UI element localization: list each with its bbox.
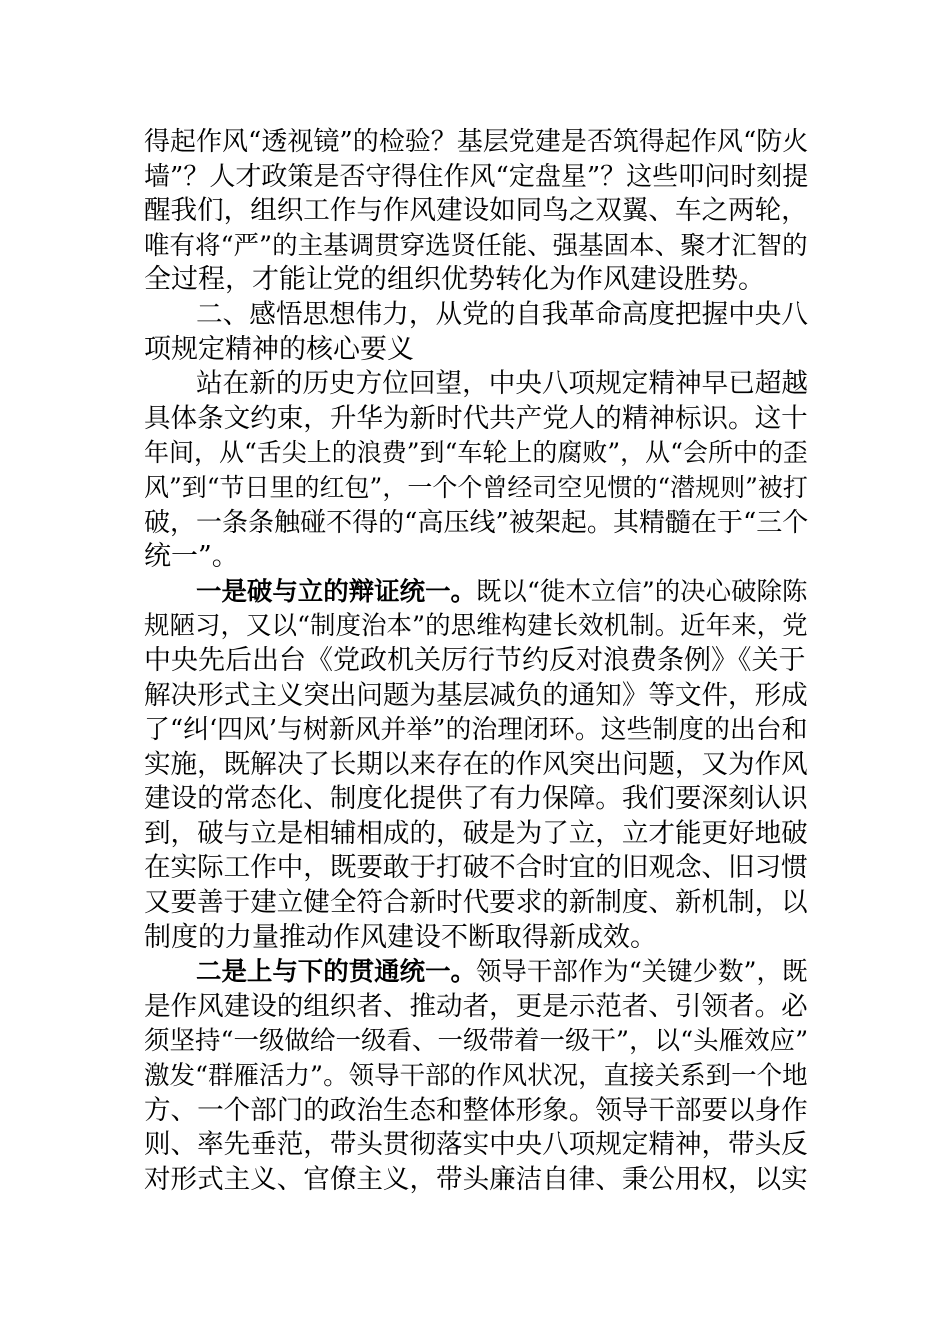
paragraph-first-line	[144, 955, 808, 990]
text-line: 唯有将“严”的主基调贯穿选贤任能、强基固本、聚才汇智的	[144, 230, 808, 261]
text-line: 须坚持“一级做给一级看、一级带着一级干”，以“头雁效应”	[144, 1026, 809, 1057]
text-line: 统一”。	[144, 541, 239, 573]
bold-lead-in: 一是破与立的辩证统一。	[196, 576, 476, 607]
text-line: 全过程，才能让党的组织优势转化为作风建设胜势。	[144, 264, 765, 296]
text-line: 到，破与立是相辅相成的，破是为了立，立才能更好地破	[144, 817, 808, 849]
text-line: 在实际工作中，既要敢于打破不合时宜的旧观念、旧习惯	[144, 852, 808, 884]
document-body	[144, 125, 808, 1197]
text-line: 又要善于建立健全符合新时代要求的新制度、新机制，以	[144, 887, 808, 919]
text-line: 了“纠‘四风’与树新风并举”的治理闭环。这些制度的出台和	[144, 715, 808, 746]
text-line: 风”到“节日里的红包”，一个个曾经司空见惯的“潜规则”被打	[144, 472, 808, 502]
text-line: 年间，从“舌尖上的浪费”到“车轮上的腐败”，从“会所中的歪	[144, 438, 808, 468]
text-segment: 既以“徙木立信”的决心破除陈	[475, 576, 808, 607]
text-line: 站在新的历史方位回望，中央八项规定精神早已超越	[196, 368, 809, 400]
text-line: 解决形式主义突出问题为基层减负的通知》等文件，形成	[144, 679, 808, 711]
section-heading-line: 项规定精神的核心要义	[144, 333, 414, 365]
paragraph-first-line	[144, 575, 808, 610]
section-heading-line: 二、感悟思想伟力，从党的自我革命高度把握中央八	[196, 298, 809, 330]
text-line: 方、一个部门的政治生态和整体形象。领导干部要以身作	[144, 1094, 808, 1126]
text-line: 实施，既解决了长期以来存在的作风突出问题，又为作风	[144, 748, 808, 780]
text-line: 制度的力量推动作风建设不断取得新成效。	[144, 921, 657, 953]
text-line: 中央先后出台《党政机关厉行节约反对浪费条例》《关于	[144, 644, 806, 676]
text-line: 是作风建设的组织者、推动者，更是示范者、引领者。必	[144, 990, 808, 1022]
text-line: 具体条文约束，升华为新时代共产党人的精神标识。这十	[144, 402, 808, 434]
text-line: 建设的常态化、制度化提供了有力保障。我们要深刻认识	[144, 783, 808, 815]
text-segment: 领导干部作为“关键少数”，既	[475, 957, 808, 988]
text-line: 墙”？人才政策是否守得住作风“定盘星”？这些叩问时刻提	[144, 161, 809, 192]
text-line: 激发“群雁活力”。领导干部的作风状况，直接关系到一个地	[144, 1061, 808, 1092]
text-line: 得起作风“透视镜”的检验？基层党建是否筑得起作风“防火	[144, 127, 809, 157]
text-line: 对形式主义、官僚主义，带头廉洁自律、秉公用权，以实	[144, 1163, 808, 1195]
text-line: 规陋习，又以“制度治本”的思维构建长效机制。近年来，党	[144, 611, 808, 642]
bold-lead-in: 二是上与下的贯通统一。	[196, 957, 476, 988]
text-line: 醒我们，组织工作与作风建设如同鸟之双翼、车之两轮，	[144, 195, 808, 227]
text-line: 则、率先垂范，带头贯彻落实中央八项规定精神，带头反	[144, 1129, 808, 1161]
text-line: 破，一条条触碰不得的“高压线”被架起。其精髓在于“三个	[144, 507, 809, 538]
